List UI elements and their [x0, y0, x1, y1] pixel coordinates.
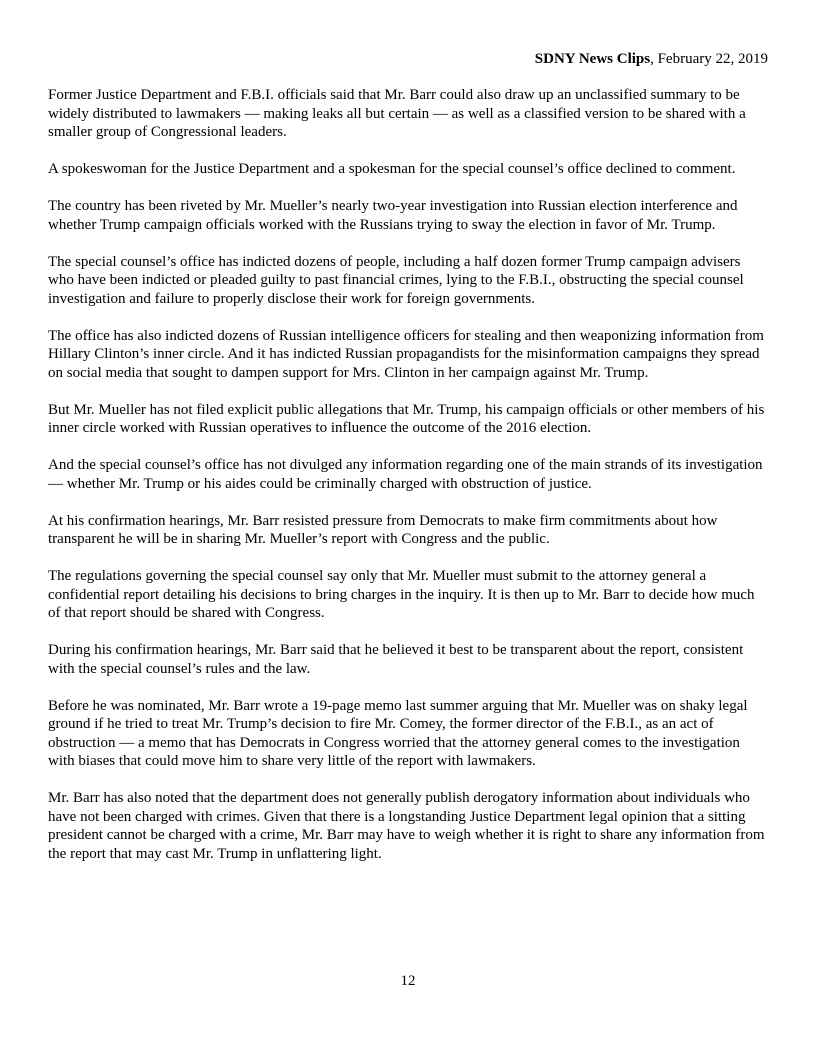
- paragraph-11: Before he was nominated, Mr. Barr wrote a 19-page memo last summer arguing that Mr. Mueller was on shaky legal ground if he tried to treat Mr. Trump’s decision to fire Mr. Comey, the former director of the F.B.I., as an act of obstruction — a memo that has Democrats in Congress worried that the attorney general comes to the investigation with biases that could move him to share very little of the report with lawmakers.: [48, 697, 748, 769]
- paragraph-4: The special counsel’s office has indicted dozens of people, including a half dozen former Trump campaign advisers who have been indicted or pleaded guilty to past financial crimes, lying to the F.B.I., obstructing the special counsel investigation and failure to properly disclose their work for foreign governments.: [48, 253, 744, 307]
- article-body: [48, 86, 770, 882]
- paragraph-8: At his confirmation hearings, Mr. Barr resisted pressure from Democrats to make firm commitments about how transparent he will be in sharing Mr. Mueller’s report with Congress and the public.: [48, 512, 718, 547]
- page-number: 12: [400, 973, 416, 989]
- paragraph-1: Former Justice Department and F.B.I. officials said that Mr. Barr could also draw up an unclassified summary to be widely distributed to lawmakers — making leaks all but certain — as well as a classified version to be shared with a smaller group of Congressional leaders.: [48, 87, 746, 140]
- paragraph-7: And the special counsel’s office has not divulged any information regarding one of the main strands of its investigation — whether Mr. Trump or his aides could be criminally charged with obstruction of justice.: [48, 457, 763, 492]
- page-header: [535, 50, 768, 68]
- paragraph-12: Mr. Barr has also noted that the department does not generally publish derogatory information about individuals who have not been charged with crimes. Given that there is a longstanding Justice Department legal opinion that a sitting president cannot be charged with a crime, Mr. Barr may have to weigh whether it is right to share any information from the report that may cast Mr. Trump in unflattering light.: [48, 790, 765, 862]
- paragraph-10: During his confirmation hearings, Mr. Barr said that he believed it best to be transparent about the report, consistent with the special counsel’s rules and the law.: [48, 642, 744, 677]
- publication-name: SDNY News Clips: [534, 51, 651, 67]
- paragraph-2: A spokeswoman for the Justice Department and a spokesman for the special counsel’s office declined to comment.: [48, 161, 736, 177]
- paragraph-3: The country has been riveted by Mr. Mueller’s nearly two-year investigation into Russian election interference and whether Trump campaign officials worked with the Russians trying to sway the election in favor of Mr. Trump.: [48, 198, 738, 233]
- publication-date: , February 22, 2019: [650, 51, 768, 67]
- paragraph-5: The office has also indicted dozens of Russian intelligence officers for stealing and then weaponizing information from Hillary Clinton’s inner circle. And it has indicted Russian propagandists for the misinformation campaigns they spread on social media that sought to dampen support for Mrs. Clinton in her campaign against Mr. Trump.: [48, 327, 764, 381]
- paragraph-9: The regulations governing the special counsel say only that Mr. Mueller must submit to the attorney general a confidential report detailing his decisions to bring charges in the inquiry. It is then up to Mr. Barr to decide how much of that report should be shared with Congress.: [48, 568, 755, 621]
- paragraph-6: But Mr. Mueller has not filed explicit public allegations that Mr. Trump, his campaign officials or other members of his inner circle worked with Russian operatives to influence the outcome of the 2016 election.: [48, 401, 765, 436]
